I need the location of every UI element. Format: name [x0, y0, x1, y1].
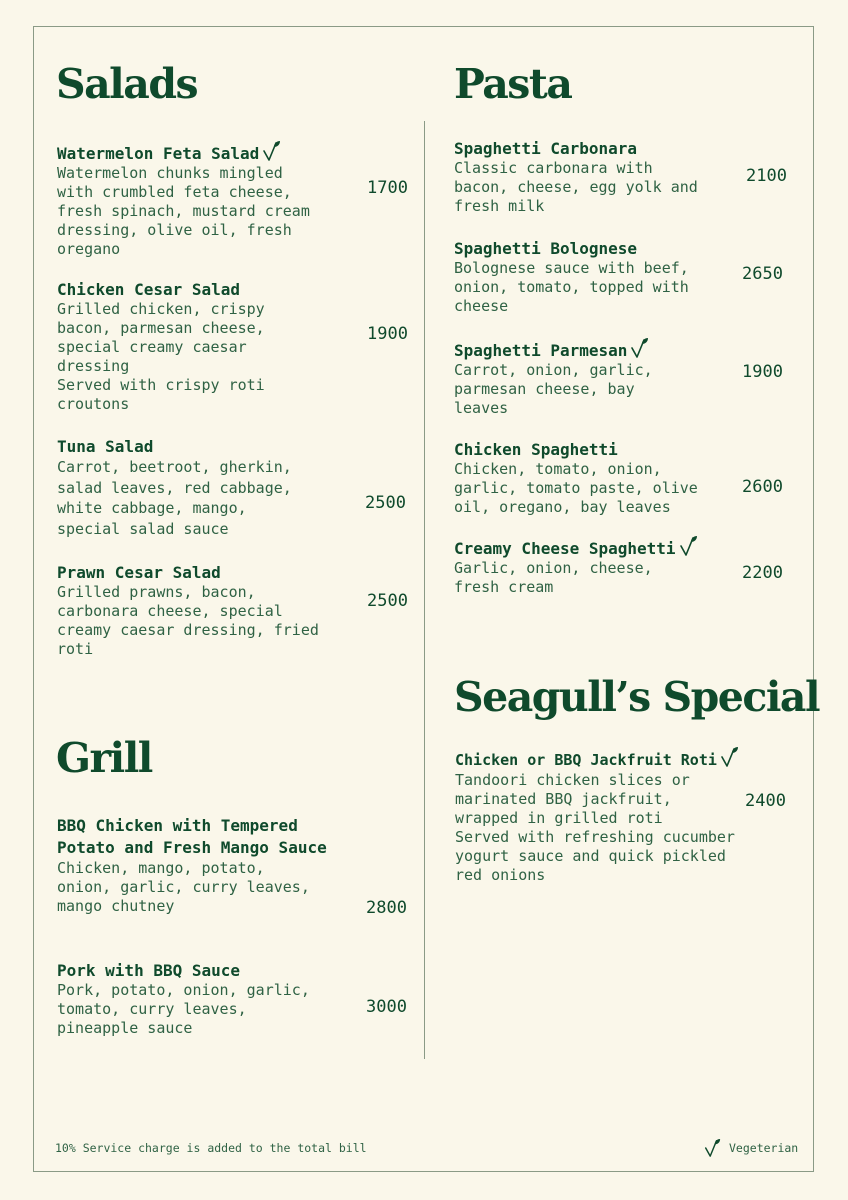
item-description: Garlic, onion, cheese, fresh cream — [454, 559, 653, 596]
item-description: Carrot, onion, garlic, parmesan cheese, bay leaves — [454, 361, 653, 417]
menu-item — [455, 746, 755, 885]
item-price: 2400 — [745, 791, 786, 811]
column-divider — [424, 121, 425, 1059]
menu-item — [454, 138, 739, 216]
section-title-pasta: Pasta — [454, 60, 572, 108]
item-name: Chicken Spaghetti — [454, 440, 618, 459]
item-price: 2500 — [367, 591, 408, 611]
item-name: Chicken or BBQ Jackfruit Roti — [455, 751, 717, 769]
leaf-check-icon — [678, 535, 698, 557]
menu-item — [454, 337, 739, 418]
item-name: BBQ Chicken with Tempered Potato and Fresh Mango Sauce — [57, 816, 327, 857]
item-price: 1900 — [367, 324, 408, 344]
item-name: Pork with BBQ Sauce — [57, 961, 241, 980]
leaf-check-icon — [629, 337, 649, 359]
item-description: Grilled prawns, bacon, carbonara cheese, special creamy caesar dressing, fried roti — [57, 583, 319, 658]
item-price: 2500 — [365, 493, 406, 513]
leaf-check-icon — [703, 1138, 721, 1158]
menu-item — [57, 562, 347, 659]
item-price: 2650 — [742, 264, 783, 284]
item-price: 2200 — [742, 563, 783, 583]
item-name: Creamy Cheese Spaghetti — [454, 539, 676, 558]
menu-item — [57, 140, 347, 259]
item-name: Spaghetti Carbonara — [454, 139, 638, 158]
item-description: Tandoori chicken slices or marinated BBQ jackfruit, wrapped in grilled roti Served with refreshing cucumber yogurt sauce and quick pickled red onions — [455, 771, 735, 884]
item-price: 2600 — [742, 477, 783, 497]
item-price: 1700 — [367, 178, 408, 198]
item-description: Carrot, beetroot, gherkin, salad leaves, red cabbage, white cabbage, mango, special salad sauce — [57, 458, 292, 538]
menu-item — [454, 535, 739, 597]
item-name: Spaghetti Parmesan — [454, 341, 628, 360]
item-description: Grilled chicken, crispy bacon, parmesan cheese, special creamy caesar dressing Served with crispy roti croutons — [57, 300, 265, 413]
item-name: Spaghetti Bolognese — [454, 239, 638, 258]
vegetarian-legend — [703, 1138, 798, 1158]
item-description: Pork, potato, onion, garlic, tomato, curry leaves, pineapple sauce — [57, 981, 310, 1037]
item-name: Prawn Cesar Salad — [57, 563, 221, 582]
item-price: 2100 — [746, 166, 787, 186]
item-description: Watermelon chunks mingled with crumbled feta cheese, fresh spinach, mustard cream dressing, olive oil, fresh oregano — [57, 164, 310, 258]
section-title-special: Seagull’s Special — [454, 673, 820, 721]
section-title-grill: Grill — [56, 734, 152, 782]
legend-label: Vegeterian — [729, 1141, 799, 1155]
menu-item — [57, 279, 347, 414]
item-name: Chicken Cesar Salad — [57, 280, 241, 299]
service-charge-note: 10% Service charge is added to the total bill — [55, 1141, 367, 1155]
menu-item — [454, 439, 739, 517]
menu-item — [57, 815, 347, 916]
menu-item — [454, 238, 739, 316]
menu-item — [57, 960, 347, 1038]
item-price: 3000 — [366, 997, 407, 1017]
section-title-salads: Salads — [56, 60, 198, 108]
item-price: 2800 — [366, 898, 407, 918]
item-description: Chicken, tomato, onion, garlic, tomato paste, olive oil, oregano, bay leaves — [454, 460, 698, 516]
leaf-check-icon — [261, 140, 281, 162]
item-price: 1900 — [742, 362, 783, 382]
item-description: Bolognese sauce with beef, onion, tomato, topped with cheese — [454, 259, 689, 315]
item-name: Tuna Salad — [57, 437, 154, 456]
menu-item — [57, 436, 347, 539]
leaf-check-icon — [719, 746, 739, 768]
item-description: Classic carbonara with bacon, cheese, egg yolk and fresh milk — [454, 159, 698, 215]
item-name: Watermelon Feta Salad — [57, 144, 260, 163]
item-description: Chicken, mango, potato, onion, garlic, curry leaves, mango chutney — [57, 859, 310, 915]
